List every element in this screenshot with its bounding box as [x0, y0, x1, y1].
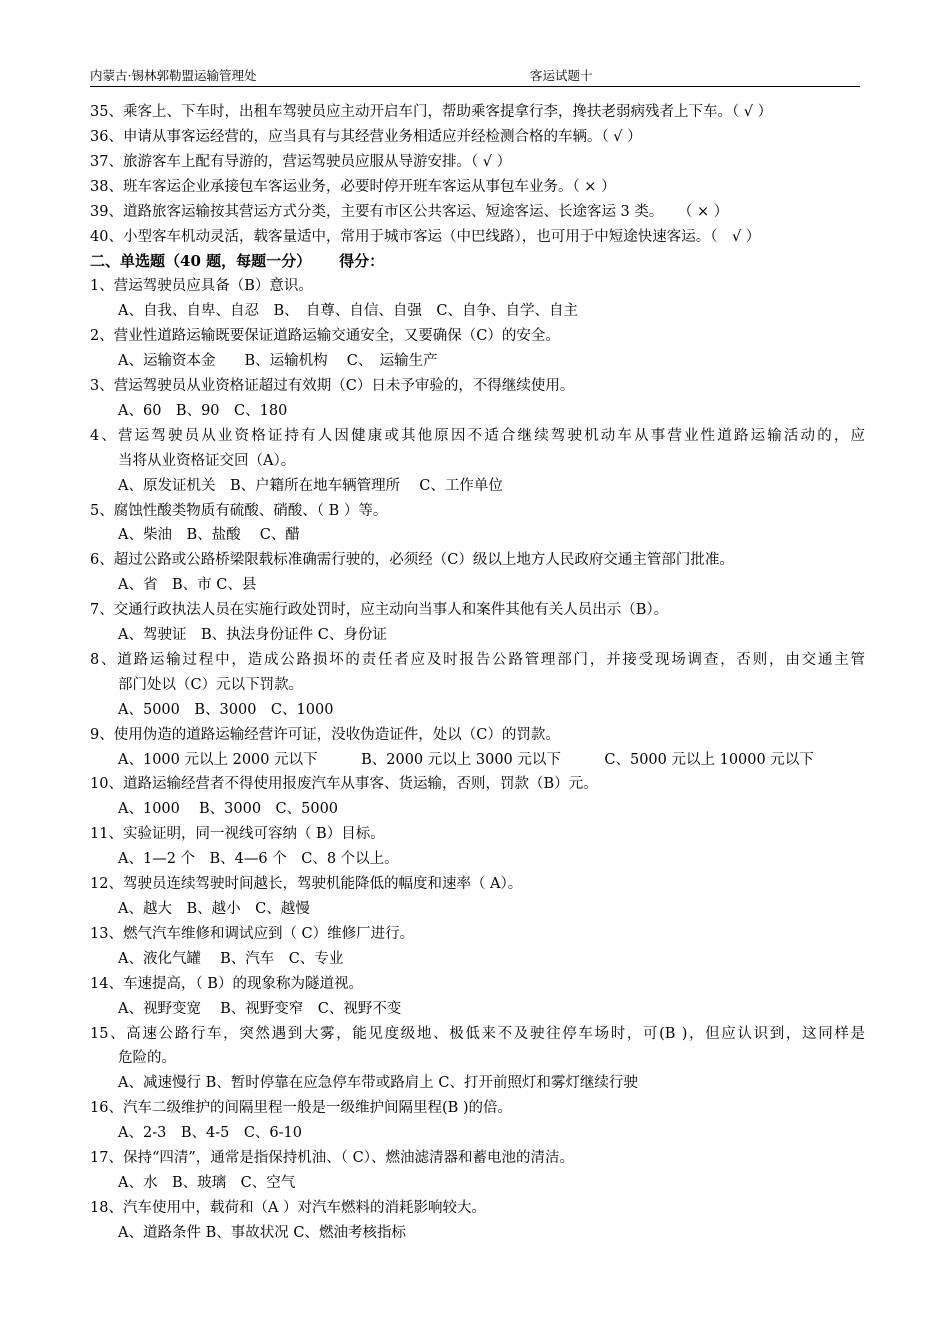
mc-question: [90, 648, 865, 723]
mc-question: [90, 274, 865, 324]
question-options: A、越大 B、越小 C、越慢: [118, 901, 310, 917]
tf-question: 39、道路旅客运输按其营运方式分类，主要有市区公共客运、短途客运、长途客运 3 类。 （ × ）: [90, 203, 729, 220]
mc-question: [90, 374, 865, 424]
question-options: A、2-3 B、4-5 C、6-10: [118, 1125, 302, 1142]
header-org: 内蒙古·锡林郭勒盟运输管理处: [90, 68, 257, 83]
question-options: A、1000 B、3000 C、5000: [118, 801, 339, 818]
question-text: 1、营运驾驶员应具备（B）意识。: [90, 278, 313, 295]
header-title: 客运试题十: [530, 68, 593, 83]
question-text: 8、道路运输过程中，造成公路损坏的责任者应及时报告公路管理部门，并接受现场调查，否则，由交通主管: [90, 651, 865, 668]
tf-question: 37、旅游客车上配有导游的，营运驾驶员应服从导游安排。（ √ ）: [90, 153, 512, 170]
mc-question: [90, 1022, 865, 1097]
mc-question: [90, 822, 865, 872]
mc-question: [90, 598, 865, 648]
question-text: 3、营运驾驶员从业资格证超过有效期（C）日未予审验的，不得继续使用。: [90, 377, 575, 394]
mc-question: [90, 872, 865, 922]
multiple-choice-list: [90, 274, 865, 1245]
mc-question: [90, 972, 865, 1022]
question-text: 14、车速提高，（ B）的现象称为隧道视。: [90, 975, 363, 992]
score-label: 得分：: [339, 252, 385, 271]
question-options: A、道路条件 B、事故状况 C、燃油考核指标: [118, 1224, 406, 1241]
question-text: 9、使用伪造的道路运输经营许可证，没收伪造证件，处以（C）的罚款。: [90, 726, 560, 743]
question-text: 7、交通行政执法人员在实施行政处罚时，应主动向当事人和案件其他有关人员出示（B）。: [90, 602, 669, 619]
exam-content: [90, 100, 865, 1246]
mc-question: [90, 324, 865, 374]
tf-question: 38、班车客运企业承接包车客运业务，必要时停开班车客运从事包车业务。（ × ）: [90, 178, 616, 195]
question-text: 4、营运驾驶员从业资格证持有人因健康或其他原因不适合继续驾驶机动车从事营业性道路运输活动的，应: [90, 427, 865, 444]
question-options: A、1—2 个 B、4—6 个 C、8 个以上。: [118, 851, 399, 868]
question-options: A、5000 B、3000 C、1000: [118, 701, 334, 718]
question-text-continued: 当将从业资格证交回（A）。: [118, 452, 296, 469]
question-text: 5、腐蚀性酸类物质有硫酸、硝酸、（ B ）等。: [90, 502, 388, 519]
question-options: A、60 B、90 C、180: [118, 402, 288, 419]
mc-question: [90, 1096, 865, 1146]
question-options: A、驾驶证 B、执法身份证件 C、身份证: [118, 627, 387, 644]
mc-question: [90, 723, 865, 773]
mc-question: [90, 424, 865, 499]
question-options: A、1000 元以上 2000 元以下 B、2000 元以上 3000 元以下 C、5000 元以上 10000 元以下: [118, 751, 814, 768]
mc-question: [90, 922, 865, 972]
question-text-continued: 部门处以（C）元以下罚款。: [118, 676, 304, 693]
page-header: [90, 66, 860, 87]
mc-question: [90, 548, 865, 598]
question-text: 13、燃气汽车维修和调试应到（ C）维修厂进行。: [90, 925, 415, 942]
question-text: 16、汽车二级维护的间隔里程一般是一级维护间隔里程(B )的倍。: [90, 1100, 513, 1117]
question-options: A、柴油 B、盐酸 C、醋: [118, 527, 300, 544]
tf-question: 36、申请从事客运经营的，应当具有与其经营业务相适应并经检测合格的车辆。（ √ ）: [90, 128, 642, 145]
question-text: 17、保持“四清”，通常是指保持机油、（ C）、燃油滤清器和蓄电池的清洁。: [90, 1150, 574, 1167]
true-false-list: [90, 100, 865, 249]
section-title: 二、单选题（40 题，每题一分）: [90, 252, 312, 271]
mc-question: [90, 772, 865, 822]
question-options: A、自我、自卑、自忍 B、 自尊、自信、自强 C、自争、自学、自主: [118, 303, 578, 320]
question-text: 10、道路运输经营者不得使用报废汽车从事客、货运输，否则，罚款（B）元。: [90, 776, 598, 793]
question-options: A、视野变宽 B、视野变窄 C、视野不变: [118, 1000, 402, 1017]
section-heading: [90, 249, 865, 274]
question-options: A、液化气罐 B、汽车 C、专业: [118, 950, 344, 967]
question-text-continued: 危险的。: [118, 1050, 176, 1067]
question-options: A、水 B、玻璃 C、空气: [118, 1174, 296, 1191]
question-text: 6、超过公路或公路桥梁限载标准确需行驶的，必须经（C）级以上地方人民政府交通主管部门批准。: [90, 552, 734, 569]
question-options: A、原发证机关 B、户籍所在地车辆管理所 C、工作单位: [118, 477, 503, 494]
question-text: 18、汽车使用中，载荷和（A ）对汽车燃料的消耗影响较大。: [90, 1199, 487, 1216]
question-options: A、省 B、市 C、县: [118, 577, 257, 594]
question-text: 11、实验证明，同一视线可容纳（ B）目标。: [90, 826, 385, 843]
question-options: A、减速慢行 B、暂时停靠在应急停车带或路肩上 C、打开前照灯和雾灯继续行驶: [118, 1075, 638, 1092]
mc-question: [90, 499, 865, 549]
mc-question: [90, 1196, 865, 1246]
tf-question: 40、小型客车机动灵活，载客量适中，常用于城市客运（中巴线路），也可用于中短途快速客运。（ √ ）: [90, 228, 761, 245]
question-text: 15、高速公路行车，突然遇到大雾，能见度级地、极低来不及驶往停车场时，可(B )，但应认识到，这同样是: [90, 1025, 865, 1042]
question-options: A、运输资本金 B、运输机构 C、 运输生产: [118, 353, 438, 370]
mc-question: [90, 1146, 865, 1196]
tf-question: 35、乘客上、下车时，出租车驾驶员应主动开启车门，帮助乘客提拿行李，搀扶老弱病残者上下车。（ √ ）: [90, 104, 773, 120]
question-text: 12、驾驶员连续驾驶时间越长，驾驶机能降低的幅度和速率（ A）。: [90, 876, 523, 893]
question-text: 2、营业性道路运输既要保证道路运输交通安全，又要确保（C）的安全。: [90, 328, 560, 345]
